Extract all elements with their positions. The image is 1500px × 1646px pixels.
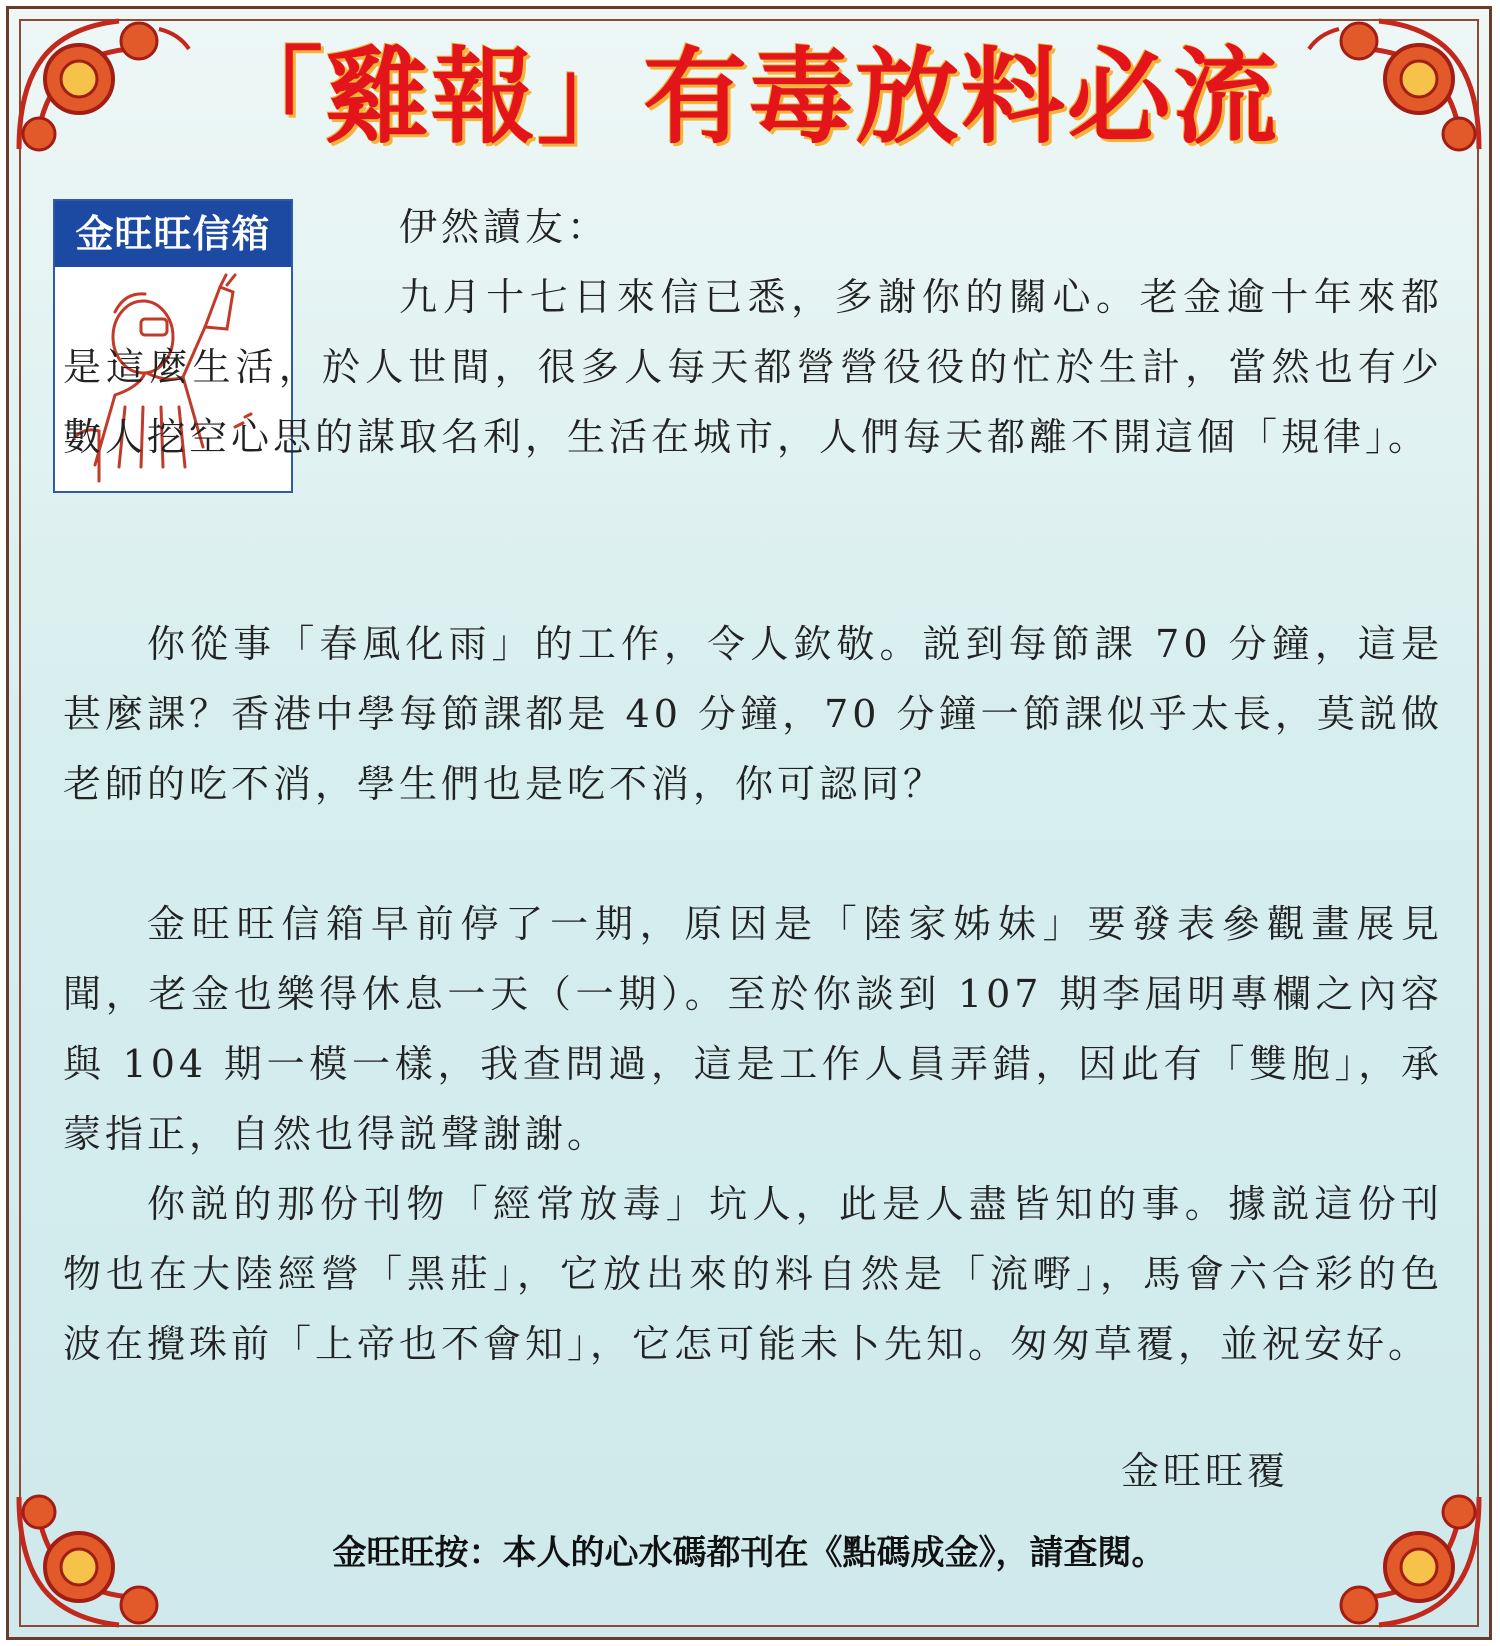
letter-paragraph: 你從事「春風化雨」的工作，令人欽敬。説到每節課 70 分鐘，這是甚麼課？香港中學每節課都是 40 分鐘，70 分鐘一節課似乎太長，莫説做老師的吃不消，學生們也是吃不消，你可認同？ (63, 622, 1443, 806)
signature: 金旺旺覆 (1120, 1449, 1289, 1493)
column-label: 金旺旺信箱 (55, 201, 291, 267)
headline: 「雞報」有毒放料必流 (218, 36, 1279, 158)
letter-paragraph: 你説的那份刊物「經常放毒」坑人，此是人盡皆知的事。據説這份刊物也在大陸經營「黑莊」，它放出來的料自然是「流嘢」，馬會六合彩的色波在攪珠前「上帝也不會知」，它怎可能未卜先知。匆匆草覆，並祝安好。 (63, 1182, 1443, 1366)
letter-paragraph: 九月十七日來信已悉，多謝你的關心。老金逾十年來都是這麼生活，於人世間，很多人每天都營營役役的忙於生計，當然也有少數人挖空心思的謀取名利，生活在城市，人們每天都離不開這個「規律」。 (63, 275, 1443, 459)
letter-paragraph: 金旺旺信箱早前停了一期，原因是「陸家姊妹」要發表參觀畫展見聞，老金也樂得休息一天（一期）。至於你談到 107 期李屆明專欄之內容與 104 期一模一樣，我查問過，這是工作人員弄錯，因此有「雙胞」，承蒙指正，自然也得説聲謝謝。 (63, 902, 1443, 1156)
letter-page (6, 6, 1492, 1640)
editor-note: 金旺旺按：本人的心水碼都刊在《點碼成金》，請查閱。 (332, 1533, 1166, 1573)
letter-greeting: 伊然讀友： (399, 205, 610, 249)
